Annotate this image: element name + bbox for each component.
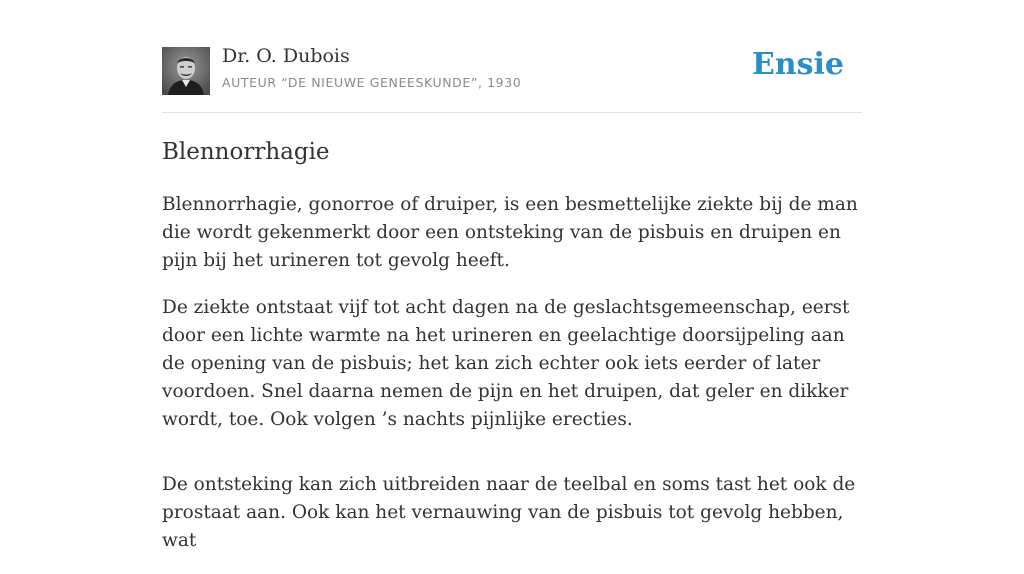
paragraph: Blennorrhagie, gonorroe of druiper, is een besmettelijke ziekte bij de man die wordt gekenmerkt door een ontsteking van de pisbuis en druipen en pijn bij het urineren tot gevolg heeft. bbox=[162, 194, 858, 271]
paragraph: De ontsteking kan zich uitbreiden naar de teelbal en soms tast het ook de prostaat aan. Ook kan het vernauwing van de pisbuis tot gevolg hebben, wat bbox=[162, 474, 856, 551]
author-subtitle: AUTEUR “DE NIEUWE GENEESKUNDE”, 1930 bbox=[222, 75, 522, 90]
author-name[interactable]: Dr. O. Dubois bbox=[222, 45, 350, 67]
author-portrait-icon bbox=[162, 47, 210, 95]
brand-logo[interactable]: Ensie bbox=[751, 47, 844, 82]
article-title: Blennorrhagie bbox=[162, 139, 330, 165]
content-column bbox=[162, 0, 862, 574]
author-avatar[interactable] bbox=[162, 47, 210, 95]
header bbox=[162, 0, 862, 113]
article-body bbox=[162, 191, 862, 555]
paragraph: De ziekte ontstaat vijf tot acht dagen na de geslachtsgemeenschap, eerst door een lichte warmte na het urineren en geelachtige doorsijpeling aan de opening van de pisbuis; het kan zich echter ook iets eerder of later voordoen. Snel daarna nemen de pijn en het druipen, dat geler en dikker wordt, toe. Ook volgen ’s nachts pijnlijke erecties. bbox=[162, 297, 850, 430]
